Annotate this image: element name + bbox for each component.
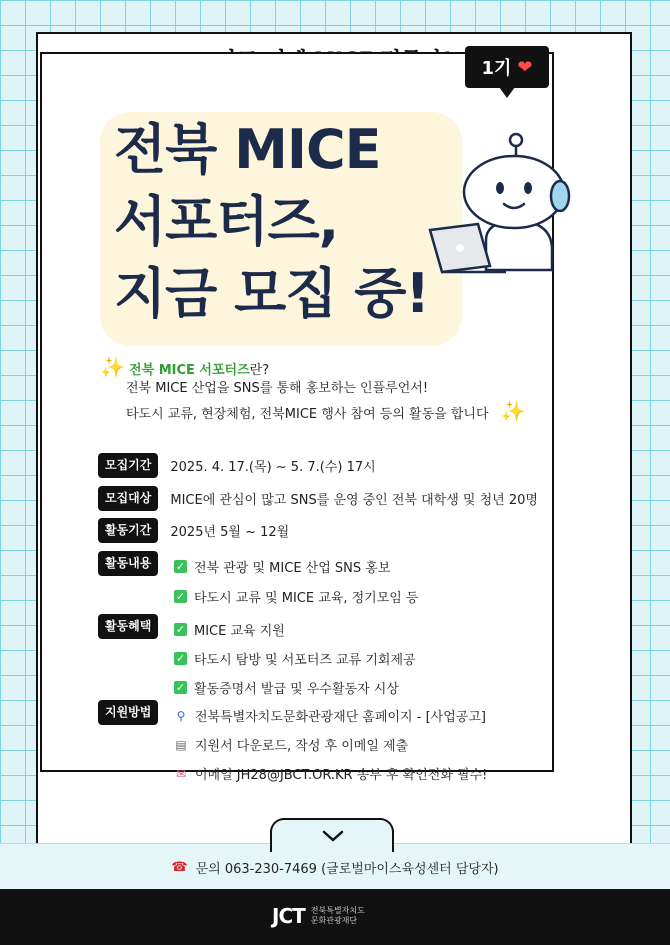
check-icon: ✓ (175, 590, 186, 603)
list-item (174, 764, 487, 783)
detail-row-how-to-apply (98, 700, 158, 725)
logo-mark: JCT (272, 904, 305, 928)
mail-heart-icon: ✉ (175, 766, 187, 781)
label-recruit-period: 모집기간 (98, 453, 158, 478)
intro-line-3: 타도시 교류, 현장체험, 전북MICE 행사 참여 등의 활동을 합니다 (126, 407, 489, 422)
hero-line-3: 지금 모집 중! (114, 262, 430, 325)
list-item (174, 620, 285, 639)
check-icon: ✓ (175, 652, 186, 665)
sparkle-icon: ✨ (500, 399, 526, 423)
list-item (174, 557, 390, 576)
list-item-text: MICE 교육 지원 (194, 624, 285, 639)
intro-section (100, 356, 570, 422)
detail-row-activity-content (98, 551, 158, 576)
hero-line-2: 서포터즈, (114, 190, 339, 253)
list-item (174, 649, 416, 668)
list-item-text: 활동증명서 발급 및 우수활동자 시상 (194, 682, 399, 697)
logo-line-1: 전북특별자치도 (310, 906, 365, 915)
detail-row-benefits (98, 614, 158, 639)
cohort-badge (465, 46, 549, 88)
label-how-to-apply: 지원방법 (98, 700, 158, 725)
foundation-logo (272, 904, 365, 928)
magnifier-icon: ⚲ (176, 708, 186, 723)
check-icon: ✓ (175, 681, 186, 694)
list-item-text: 타도시 교류 및 MICE 교육, 정기모임 등 (194, 591, 419, 606)
robot-laptop-illustration (426, 130, 576, 280)
value-activity-period: 2025년 5월 ~ 12월 (170, 525, 290, 540)
intro-line-2: 전북 MICE 산업을 SNS를 통해 홍보하는 인플루언서! (126, 381, 429, 396)
label-activity-period: 활동기간 (98, 518, 158, 543)
sparkle-icon: ✨ (100, 355, 125, 379)
expand-tab[interactable] (270, 818, 394, 852)
intro-suffix: 란? (249, 363, 270, 378)
list-item-text: 전북 관광 및 MICE 산업 SNS 홍보 (194, 561, 391, 576)
list-item-text: 지원서 다운로드, 작성 후 이메일 제출 (195, 739, 409, 754)
list-item (174, 706, 486, 725)
heart-icon: ❤ (517, 56, 533, 78)
value-recruit-period: 2025. 4. 17.(목) ~ 5. 7.(수) 17시 (170, 460, 376, 475)
logo-text (311, 906, 365, 926)
chevron-down-icon (322, 829, 344, 843)
list-item-text: 이메일 JH28@JBCT.OR.KR 송부 후 확인전화 필수! (195, 768, 488, 783)
check-icon: ✓ (175, 560, 186, 573)
phone-icon: ☎ (171, 859, 188, 875)
contact-text: 문의 063-230-7469 (글로벌마이스육성센터 담당자) (195, 861, 499, 877)
list-item (174, 587, 419, 606)
list-item (174, 735, 408, 754)
badge-text: 1기 (481, 58, 512, 79)
logo-line-2: 문화관광재단 (310, 916, 358, 925)
hero-headline-box (100, 112, 462, 346)
list-item-text: 타도시 탐방 및 서포터즈 교류 기회제공 (194, 653, 416, 668)
detail-row-period (98, 453, 376, 478)
hero-line-1: 전북 MICE (114, 118, 381, 181)
check-icon: ✓ (175, 623, 186, 636)
list-item-text: 전북특별자치도문화관광재단 홈페이지 - [사업공고] (195, 710, 486, 725)
value-recruit-target: MICE에 관심이 많고 SNS를 운영 중인 전북 대학생 및 청년 20명 (170, 493, 538, 508)
label-activity-content: 활동내용 (98, 551, 158, 576)
detail-row-activity-period (98, 518, 289, 543)
detail-row-target (98, 486, 538, 511)
intro-highlight: 전북 MICE 서포터즈 (129, 363, 250, 378)
document-icon: ▤ (175, 737, 187, 752)
list-item (174, 678, 399, 697)
label-benefits: 활동혜택 (98, 614, 158, 639)
label-recruit-target: 모집대상 (98, 486, 158, 511)
